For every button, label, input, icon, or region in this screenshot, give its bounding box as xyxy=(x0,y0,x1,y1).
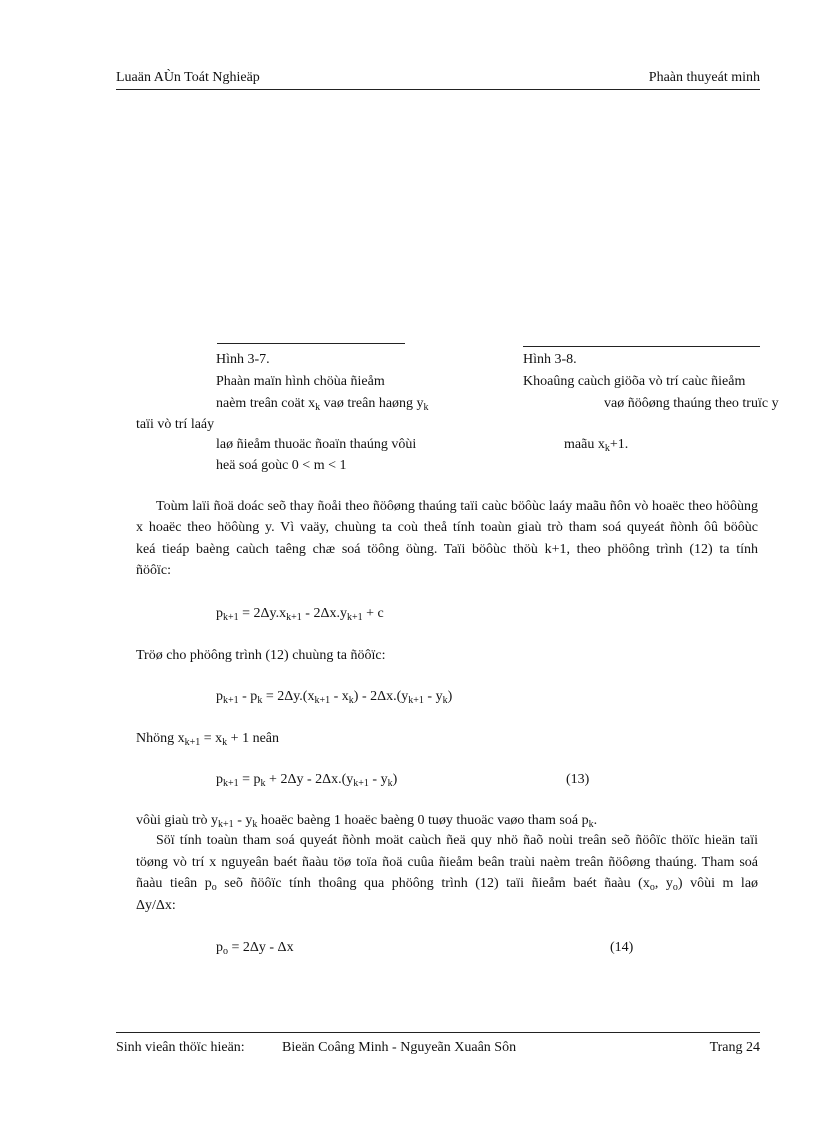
caption-right-line2: vaø ñöôøng thaúng theo truïc y xyxy=(604,396,779,411)
paragraph-1-line1: Toùm laïi ñoä doác seõ thay ñoåi theo ñöôøng thaúng taïi caùc böôùc laáy maãu ñôn vò hoaëc theo höôùng xyxy=(156,499,758,514)
paragraph-3: Nhöng $x_{k+1} = x_k + 1$ neân xyxy=(136,731,279,748)
caption-right-title: Hình 3-8. xyxy=(523,352,577,367)
caption-left-line1: Phaàn maïn hình chöùa ñieåm xyxy=(216,374,385,389)
equation-2: $p_{k+1} - p_k = 2\Delta y.(x_{k+1} - x_k) - 2\Delta x.(y_{k+1} - y_k)$ xyxy=(216,689,453,706)
paragraph-1-line2: x hoaëc theo höôùng y. Vì vaäy, chuùng ta coù theå tính toaùn giaù trò tham soá quyeát ñònh ôû böôùc xyxy=(136,520,758,535)
caption-left-title: Hình 3-7. xyxy=(216,352,270,367)
equation-4: $p_o = 2\Delta y - \Delta x$ xyxy=(216,940,294,957)
equation-4-number: (14) xyxy=(610,940,634,955)
equation-3: $p_{k+1} = p_k + 2\Delta y - 2\Delta x.(y_{k+1} - y_k)$ xyxy=(216,772,398,789)
figure-right-rule xyxy=(523,346,760,347)
figure-left-rule xyxy=(217,343,405,344)
caption-right-line1: Khoaûng caùch giöõa vò trí caùc ñieåm xyxy=(523,374,746,389)
paragraph-1-line3: keá tieáp baèng caùch taêng chæ soá töông öùng. Taïi böôùc thöù k+1, theo phöông trình (12) ta tính xyxy=(136,542,758,557)
footer-rule xyxy=(116,1032,760,1033)
caption-right-line3: maãu $x_k+1$. xyxy=(564,437,629,454)
paragraph-5-line3: ñaàu tieân $p_o$ seõ ñöôïc tính thoâng qua phöông trình (12) taïi ñieåm baét ñaàu ($x_o$, $y_o$) vôùi m laø xyxy=(136,876,759,893)
caption-left-line2: naèm treân coät $x_k$ vaø treân haøng $y_k$ xyxy=(216,396,429,413)
paragraph-5-line1: Söï tính toaùn tham soá quyeát ñònh moät caùch ñeä quy nhö ñaõ noùi treân seõ ñöôïc thöïc hieän taïi xyxy=(156,833,758,848)
paragraph-2: Tröø cho phöông trình (12) chuùng ta ñöôïc: xyxy=(136,648,386,663)
paragraph-4: vôùi giaù trò $y_{k+1} - y_k$ hoaëc baèng 1 hoaëc baèng 0 tuøy thuoäc vaøo tham soá $p_k$. xyxy=(136,813,598,830)
caption-left-line3: taïi vò trí laáy xyxy=(136,417,215,432)
footer-names: Bieän Coâng Minh - Nguyeãn Xuaân Sôn xyxy=(282,1040,517,1055)
paragraph-1-line4: ñöôïc: xyxy=(136,563,171,578)
header-left: Luaän AÙn Toát Nghieäp xyxy=(116,70,260,85)
header-right: Phaàn thuyeát minh xyxy=(648,70,760,85)
paragraph-5-line4: Δy/Δx: xyxy=(136,898,176,913)
footer-page-number: Trang 24 xyxy=(709,1040,760,1055)
equation-1: $p_{k+1} = 2\Delta y.x_{k+1} - 2\Delta x.y_{k+1} + c$ xyxy=(216,606,384,623)
equation-3-number: (13) xyxy=(566,772,590,787)
caption-left-line5: heä soá goùc 0 < m < 1 xyxy=(216,458,347,473)
paragraph-5-line2: töøng vò trí x nguyeân baét ñaàu töø toïa ñoä cuûa ñieåm beân traùi naèm treân ñöôøng thaúng. Tham soá xyxy=(136,855,758,870)
footer-label: Sinh vieân thöïc hieän: xyxy=(116,1040,245,1055)
header-rule xyxy=(116,89,760,90)
caption-left-line4: laø ñieåm thuoäc ñoaïn thaúng vôùi xyxy=(216,437,417,452)
